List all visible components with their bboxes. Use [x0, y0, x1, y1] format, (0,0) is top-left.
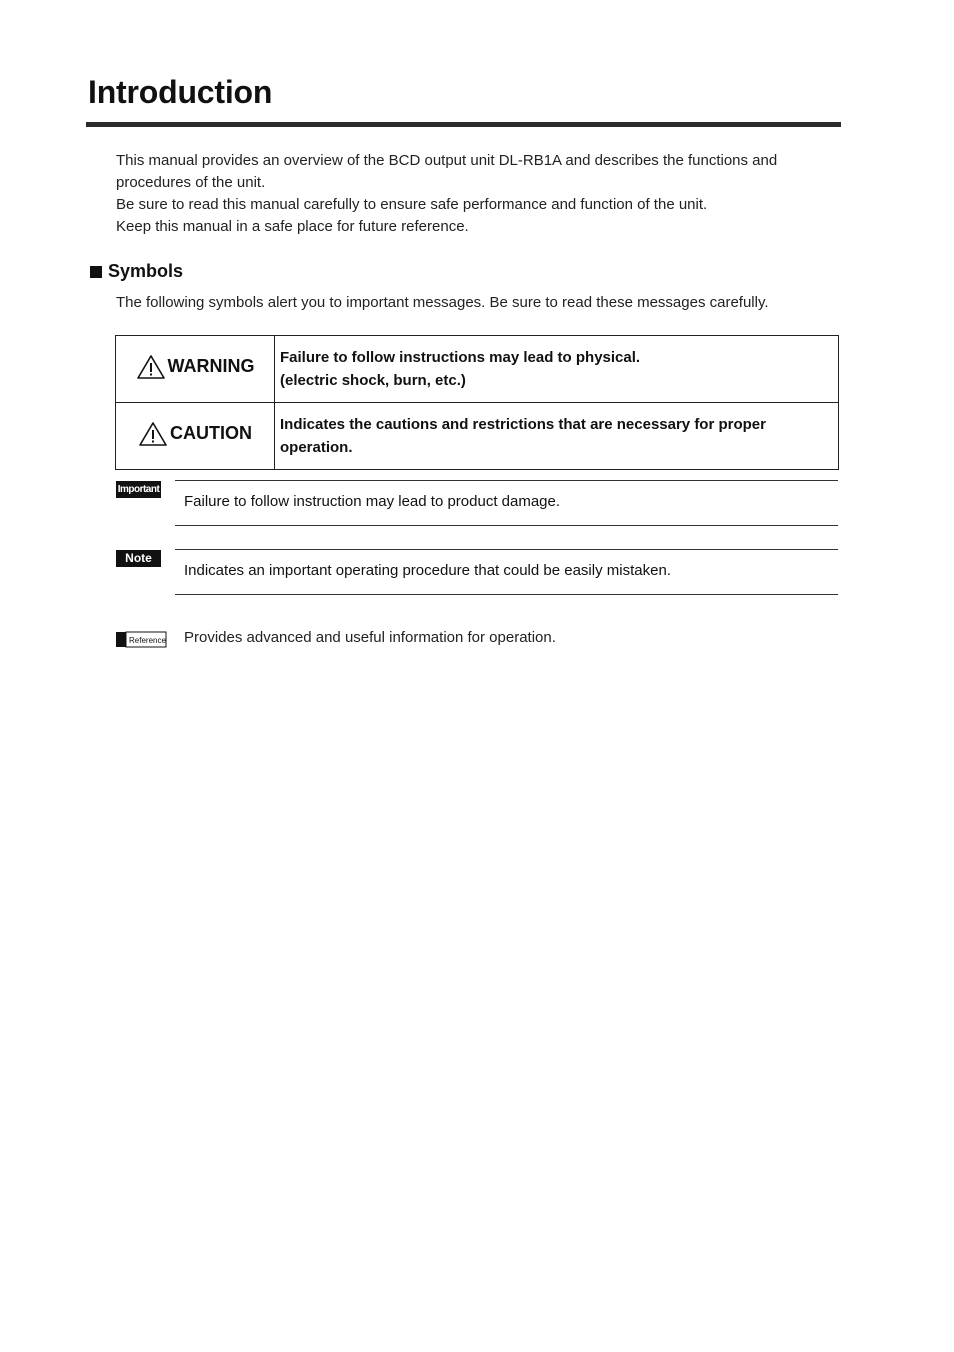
symbol-description-line: Indicates the cautions and restrictions that are necessary for proper	[280, 416, 766, 433]
title-rule	[86, 122, 841, 127]
symbol-description-cell	[275, 403, 839, 470]
warning-triangle-icon	[138, 421, 168, 447]
important-notebox	[175, 480, 838, 526]
symbols-intro: The following symbols alert you to important messages. Be sure to read these messages carefully.	[116, 294, 769, 311]
reference-tag-icon	[116, 631, 167, 648]
intro-line: This manual provides an overview of the BCD output unit DL-RB1A and describes the functions and procedures of the unit.	[116, 152, 778, 191]
intro-paragraph	[116, 150, 841, 238]
symbol-label-cell	[116, 336, 275, 403]
page-title: Introduction	[88, 74, 273, 110]
reference-badge-text: Reference	[129, 636, 166, 645]
warning-triangle-icon	[136, 354, 166, 380]
symbol-description-line: Failure to follow instructions may lead to physical.	[280, 349, 641, 366]
note-text: Indicates an important operating procedure that could be easily mistaken.	[184, 562, 671, 579]
table-row	[116, 403, 839, 470]
note-notebox	[175, 549, 838, 595]
symbol-label: WARNING	[167, 356, 255, 376]
symbol-description-cell	[275, 336, 839, 403]
symbol-label-cell	[116, 403, 275, 470]
table-row	[116, 336, 839, 403]
note-badge: Note	[116, 550, 161, 567]
symbols-table	[115, 335, 839, 470]
important-text: Failure to follow instruction may lead to product damage.	[184, 493, 561, 510]
symbol-description-line: operation.	[280, 439, 353, 456]
symbol-description-line: (electric shock, burn, etc.)	[280, 372, 466, 389]
important-badge: Important	[116, 481, 161, 498]
square-bullet-icon	[90, 266, 102, 278]
reference-text: Provides advanced and useful information for operation.	[184, 629, 556, 646]
symbol-label: CAUTION	[170, 423, 252, 443]
intro-line: Keep this manual in a safe place for future reference.	[116, 218, 469, 235]
intro-line: Be sure to read this manual carefully to ensure safe performance and function of the unit.	[116, 196, 708, 213]
section-heading-symbols	[90, 261, 183, 282]
section-heading-text: Symbols	[108, 261, 184, 281]
